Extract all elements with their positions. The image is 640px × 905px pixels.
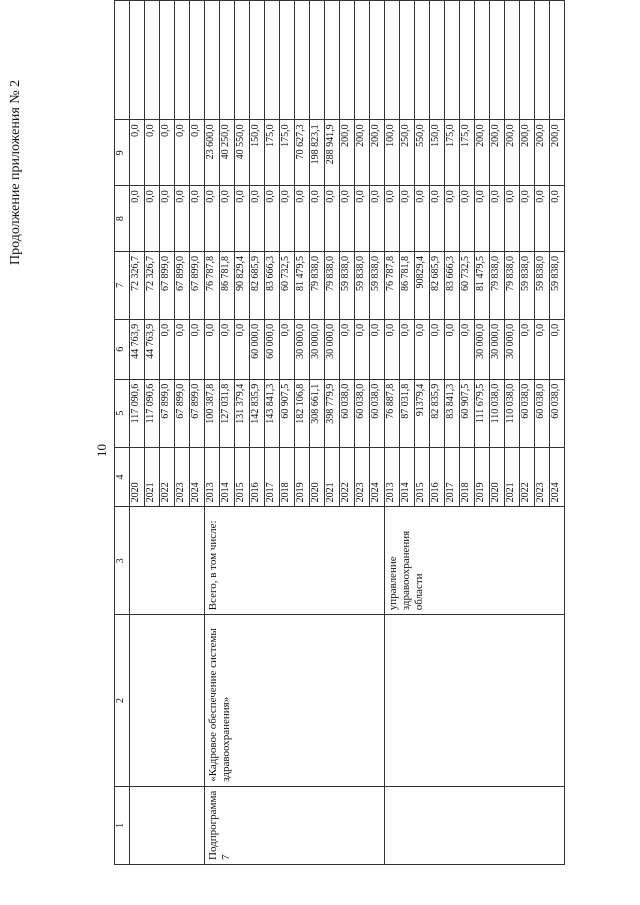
regional-cell: 81 479,5 xyxy=(295,251,310,319)
year-cell: 2024 xyxy=(550,447,565,507)
federal-cell: 0,0 xyxy=(370,319,385,379)
blank-cell xyxy=(385,1,400,120)
other-sources-cell: 200,0 xyxy=(535,120,550,186)
blank-cell xyxy=(340,1,355,120)
blank-cell xyxy=(475,1,490,120)
total-cell: 308 661,1 xyxy=(310,379,325,447)
other-sources-cell: 70 627,3 xyxy=(295,120,310,186)
federal-cell: 0,0 xyxy=(430,319,445,379)
other-sources-cell: 200,0 xyxy=(355,120,370,186)
local-cell: 0,0 xyxy=(325,186,340,252)
regional-cell: 59 838,0 xyxy=(355,251,370,319)
blank-cell xyxy=(535,1,550,120)
blank-cell xyxy=(190,1,205,120)
federal-cell: 30 000,0 xyxy=(310,319,325,379)
local-cell: 0,0 xyxy=(130,186,145,252)
local-cell: 0,0 xyxy=(505,186,520,252)
federal-cell: 60 000,0 xyxy=(265,319,280,379)
regional-cell: 72 326,7 xyxy=(130,251,145,319)
total-cell: 60 038,0 xyxy=(520,379,535,447)
blank-cell xyxy=(430,1,445,120)
regional-cell: 82 685,9 xyxy=(430,251,445,319)
federal-cell: 0,0 xyxy=(520,319,535,379)
other-sources-cell: 0,0 xyxy=(190,120,205,186)
blank-cell xyxy=(460,1,475,120)
other-sources-cell: 200,0 xyxy=(550,120,565,186)
blank-cell xyxy=(445,1,460,120)
regional-cell: 90 829,4 xyxy=(235,251,250,319)
other-sources-cell: 200,0 xyxy=(505,120,520,186)
column-number-row xyxy=(115,1,130,865)
total-cell: 67 899,0 xyxy=(160,379,175,447)
other-sources-cell: 150,0 xyxy=(430,120,445,186)
federal-cell: 30 000,0 xyxy=(325,319,340,379)
executor-cell: Всего, в том числе: xyxy=(205,507,385,615)
year-cell: 2020 xyxy=(490,447,505,507)
regional-cell: 59 838,0 xyxy=(370,251,385,319)
year-cell: 2016 xyxy=(430,447,445,507)
other-sources-cell: 175,0 xyxy=(280,120,295,186)
blank-header-cell xyxy=(115,1,130,120)
regional-cell: 59 838,0 xyxy=(550,251,565,319)
local-cell: 0,0 xyxy=(520,186,535,252)
total-cell: 60 907,5 xyxy=(280,379,295,447)
local-cell: 0,0 xyxy=(370,186,385,252)
total-cell: 60 038,0 xyxy=(535,379,550,447)
regional-cell: 67 899,0 xyxy=(160,251,175,319)
year-cell: 2018 xyxy=(460,447,475,507)
regional-cell: 90829,4 xyxy=(415,251,430,319)
other-sources-cell: 0,0 xyxy=(130,120,145,186)
regional-cell: 59 838,0 xyxy=(520,251,535,319)
total-cell: 117 090,6 xyxy=(130,379,145,447)
table-row xyxy=(385,1,400,865)
federal-cell: 0,0 xyxy=(190,319,205,379)
year-cell: 2017 xyxy=(265,447,280,507)
federal-cell: 0,0 xyxy=(235,319,250,379)
federal-cell: 0,0 xyxy=(280,319,295,379)
regional-cell: 83 666,3 xyxy=(265,251,280,319)
total-cell: 83 841,3 xyxy=(445,379,460,447)
total-cell: 110 038,0 xyxy=(490,379,505,447)
regional-cell: 79 838,0 xyxy=(310,251,325,319)
local-cell: 0,0 xyxy=(550,186,565,252)
other-sources-cell: 288 941,9 xyxy=(325,120,340,186)
local-cell: 0,0 xyxy=(445,186,460,252)
year-cell: 2016 xyxy=(250,447,265,507)
local-cell: 0,0 xyxy=(250,186,265,252)
blank-cell xyxy=(415,1,430,120)
local-cell: 0,0 xyxy=(310,186,325,252)
col-num-2: 2 xyxy=(115,615,130,787)
other-sources-cell: 175,0 xyxy=(265,120,280,186)
program-name-cell-empty xyxy=(385,615,565,787)
program-name: «Кадровое обеспечение системы здравоохранения» xyxy=(205,615,385,787)
table-row xyxy=(130,1,145,865)
year-cell: 2019 xyxy=(295,447,310,507)
total-cell: 143 841,3 xyxy=(265,379,280,447)
local-cell: 0,0 xyxy=(220,186,235,252)
local-cell: 0,0 xyxy=(235,186,250,252)
federal-cell: 0,0 xyxy=(385,319,400,379)
col-num-1: 1 xyxy=(115,786,130,864)
total-cell: 127 031,8 xyxy=(220,379,235,447)
other-sources-cell: 0,0 xyxy=(145,120,160,186)
total-cell: 67 899,0 xyxy=(190,379,205,447)
total-cell: 100 387,8 xyxy=(205,379,220,447)
regional-cell: 79 838,0 xyxy=(325,251,340,319)
blank-cell xyxy=(280,1,295,120)
regional-cell: 81 479,5 xyxy=(475,251,490,319)
col-num-7: 7 xyxy=(115,251,130,319)
local-cell: 0,0 xyxy=(490,186,505,252)
local-cell: 0,0 xyxy=(175,186,190,252)
page-number: 10 xyxy=(94,444,109,457)
federal-cell: 0,0 xyxy=(355,319,370,379)
regional-cell: 76 787,8 xyxy=(385,251,400,319)
federal-cell: 0,0 xyxy=(415,319,430,379)
federal-cell: 0,0 xyxy=(205,319,220,379)
local-cell: 0,0 xyxy=(355,186,370,252)
year-cell: 2013 xyxy=(205,447,220,507)
col-num-4: 4 xyxy=(115,447,130,507)
col-num-8: 8 xyxy=(115,186,130,252)
federal-cell: 0,0 xyxy=(340,319,355,379)
program-code-cell-empty xyxy=(130,786,205,864)
blank-cell xyxy=(400,1,415,120)
blank-cell xyxy=(205,1,220,120)
total-cell: 60 038,0 xyxy=(355,379,370,447)
federal-cell: 30 000,0 xyxy=(505,319,520,379)
local-cell: 0,0 xyxy=(535,186,550,252)
total-cell: 87 031,8 xyxy=(400,379,415,447)
total-cell: 142 835,9 xyxy=(250,379,265,447)
regional-cell: 72 326,7 xyxy=(145,251,160,319)
other-sources-cell: 23 600,0 xyxy=(205,120,220,186)
executor-cell xyxy=(130,507,205,615)
blank-cell xyxy=(520,1,535,120)
year-cell: 2023 xyxy=(175,447,190,507)
local-cell: 0,0 xyxy=(190,186,205,252)
federal-cell: 0,0 xyxy=(400,319,415,379)
total-cell: 60 038,0 xyxy=(550,379,565,447)
total-cell: 82 835,9 xyxy=(430,379,445,447)
other-sources-cell: 175,0 xyxy=(460,120,475,186)
local-cell: 0,0 xyxy=(475,186,490,252)
year-cell: 2022 xyxy=(520,447,535,507)
year-cell: 2023 xyxy=(535,447,550,507)
year-cell: 2015 xyxy=(415,447,430,507)
local-cell: 0,0 xyxy=(400,186,415,252)
total-cell: 131 379,4 xyxy=(235,379,250,447)
other-sources-cell: 175,0 xyxy=(445,120,460,186)
year-cell: 2024 xyxy=(370,447,385,507)
total-cell: 91379,4 xyxy=(415,379,430,447)
other-sources-cell: 200,0 xyxy=(475,120,490,186)
regional-cell: 60 732,5 xyxy=(280,251,295,319)
total-cell: 398 779,9 xyxy=(325,379,340,447)
blank-cell xyxy=(220,1,235,120)
year-cell: 2024 xyxy=(190,447,205,507)
program-code-cell-empty xyxy=(385,786,565,864)
total-cell: 60 907,5 xyxy=(460,379,475,447)
total-cell: 182 106,8 xyxy=(295,379,310,447)
total-cell: 67 899,0 xyxy=(175,379,190,447)
year-cell: 2023 xyxy=(355,447,370,507)
blank-cell xyxy=(250,1,265,120)
year-cell: 2017 xyxy=(445,447,460,507)
other-sources-cell: 200,0 xyxy=(490,120,505,186)
total-cell: 117 090,6 xyxy=(145,379,160,447)
appendix-caption: Продолжение приложения № 2 xyxy=(8,79,23,265)
year-cell: 2014 xyxy=(400,447,415,507)
other-sources-cell: 200,0 xyxy=(520,120,535,186)
local-cell: 0,0 xyxy=(160,186,175,252)
federal-cell: 0,0 xyxy=(220,319,235,379)
regional-cell: 82 685,9 xyxy=(250,251,265,319)
program-name-cell-empty xyxy=(130,615,205,787)
local-cell: 0,0 xyxy=(460,186,475,252)
total-cell: 110 038,0 xyxy=(505,379,520,447)
blank-cell xyxy=(325,1,340,120)
year-cell: 2022 xyxy=(160,447,175,507)
federal-cell: 0,0 xyxy=(445,319,460,379)
blank-cell xyxy=(310,1,325,120)
regional-cell: 59 838,0 xyxy=(340,251,355,319)
regional-cell: 59 838,0 xyxy=(535,251,550,319)
year-cell: 2020 xyxy=(130,447,145,507)
federal-cell: 0,0 xyxy=(550,319,565,379)
federal-cell: 0,0 xyxy=(175,319,190,379)
regional-cell: 86 781,8 xyxy=(220,251,235,319)
col-num-5: 5 xyxy=(115,379,130,447)
regional-cell: 76 787,8 xyxy=(205,251,220,319)
other-sources-cell: 250,0 xyxy=(400,120,415,186)
blank-cell xyxy=(490,1,505,120)
total-cell: 60 038,0 xyxy=(370,379,385,447)
other-sources-cell: 200,0 xyxy=(370,120,385,186)
federal-cell: 0,0 xyxy=(460,319,475,379)
blank-cell xyxy=(265,1,280,120)
blank-cell xyxy=(145,1,160,120)
local-cell: 0,0 xyxy=(430,186,445,252)
blank-cell xyxy=(160,1,175,120)
local-cell: 0,0 xyxy=(415,186,430,252)
local-cell: 0,0 xyxy=(295,186,310,252)
regional-cell: 86 781,8 xyxy=(400,251,415,319)
year-cell: 2022 xyxy=(340,447,355,507)
blank-cell xyxy=(550,1,565,120)
other-sources-cell: 0,0 xyxy=(160,120,175,186)
other-sources-cell: 550,0 xyxy=(415,120,430,186)
other-sources-cell: 198 823,1 xyxy=(310,120,325,186)
local-cell: 0,0 xyxy=(385,186,400,252)
col-num-6: 6 xyxy=(115,319,130,379)
year-cell: 2021 xyxy=(325,447,340,507)
year-cell: 2018 xyxy=(280,447,295,507)
blank-cell xyxy=(295,1,310,120)
federal-cell: 44 763,9 xyxy=(130,319,145,379)
federal-cell: 60 000,0 xyxy=(250,319,265,379)
other-sources-cell: 200,0 xyxy=(340,120,355,186)
federal-cell: 0,0 xyxy=(535,319,550,379)
year-cell: 2014 xyxy=(220,447,235,507)
regional-cell: 79 838,0 xyxy=(490,251,505,319)
blank-cell xyxy=(130,1,145,120)
blank-cell xyxy=(370,1,385,120)
col-num-3: 3 xyxy=(115,507,130,615)
table-body xyxy=(130,1,565,865)
year-cell: 2021 xyxy=(505,447,520,507)
total-cell: 111 679,5 xyxy=(475,379,490,447)
year-cell: 2015 xyxy=(235,447,250,507)
local-cell: 0,0 xyxy=(205,186,220,252)
year-cell: 2021 xyxy=(145,447,160,507)
year-cell: 2013 xyxy=(385,447,400,507)
year-cell: 2019 xyxy=(475,447,490,507)
year-cell: 2020 xyxy=(310,447,325,507)
table-row xyxy=(205,1,220,865)
regional-cell: 67 899,0 xyxy=(175,251,190,319)
total-cell: 60 038,0 xyxy=(340,379,355,447)
federal-cell: 30 000,0 xyxy=(475,319,490,379)
local-cell: 0,0 xyxy=(145,186,160,252)
executor-cell: управление здравоохранения области xyxy=(385,507,565,615)
regional-cell: 60 732,5 xyxy=(460,251,475,319)
federal-cell: 30 000,0 xyxy=(295,319,310,379)
regional-cell: 83 666,3 xyxy=(445,251,460,319)
local-cell: 0,0 xyxy=(265,186,280,252)
other-sources-cell: 0,0 xyxy=(175,120,190,186)
other-sources-cell: 150,0 xyxy=(250,120,265,186)
blank-cell xyxy=(175,1,190,120)
total-cell: 76 887,8 xyxy=(385,379,400,447)
local-cell: 0,0 xyxy=(280,186,295,252)
federal-cell: 0,0 xyxy=(160,319,175,379)
blank-cell xyxy=(505,1,520,120)
blank-cell xyxy=(355,1,370,120)
regional-cell: 79 838,0 xyxy=(505,251,520,319)
blank-cell xyxy=(235,1,250,120)
other-sources-cell: 40 250,0 xyxy=(220,120,235,186)
other-sources-cell: 100,0 xyxy=(385,120,400,186)
federal-cell: 30 000,0 xyxy=(490,319,505,379)
col-num-9: 9 xyxy=(115,120,130,186)
other-sources-cell: 40 550,0 xyxy=(235,120,250,186)
program-code: Подпрограмма 7 xyxy=(205,786,385,864)
regional-cell: 67 899,0 xyxy=(190,251,205,319)
federal-cell: 44 763,9 xyxy=(145,319,160,379)
budget-table xyxy=(114,0,565,865)
local-cell: 0,0 xyxy=(340,186,355,252)
